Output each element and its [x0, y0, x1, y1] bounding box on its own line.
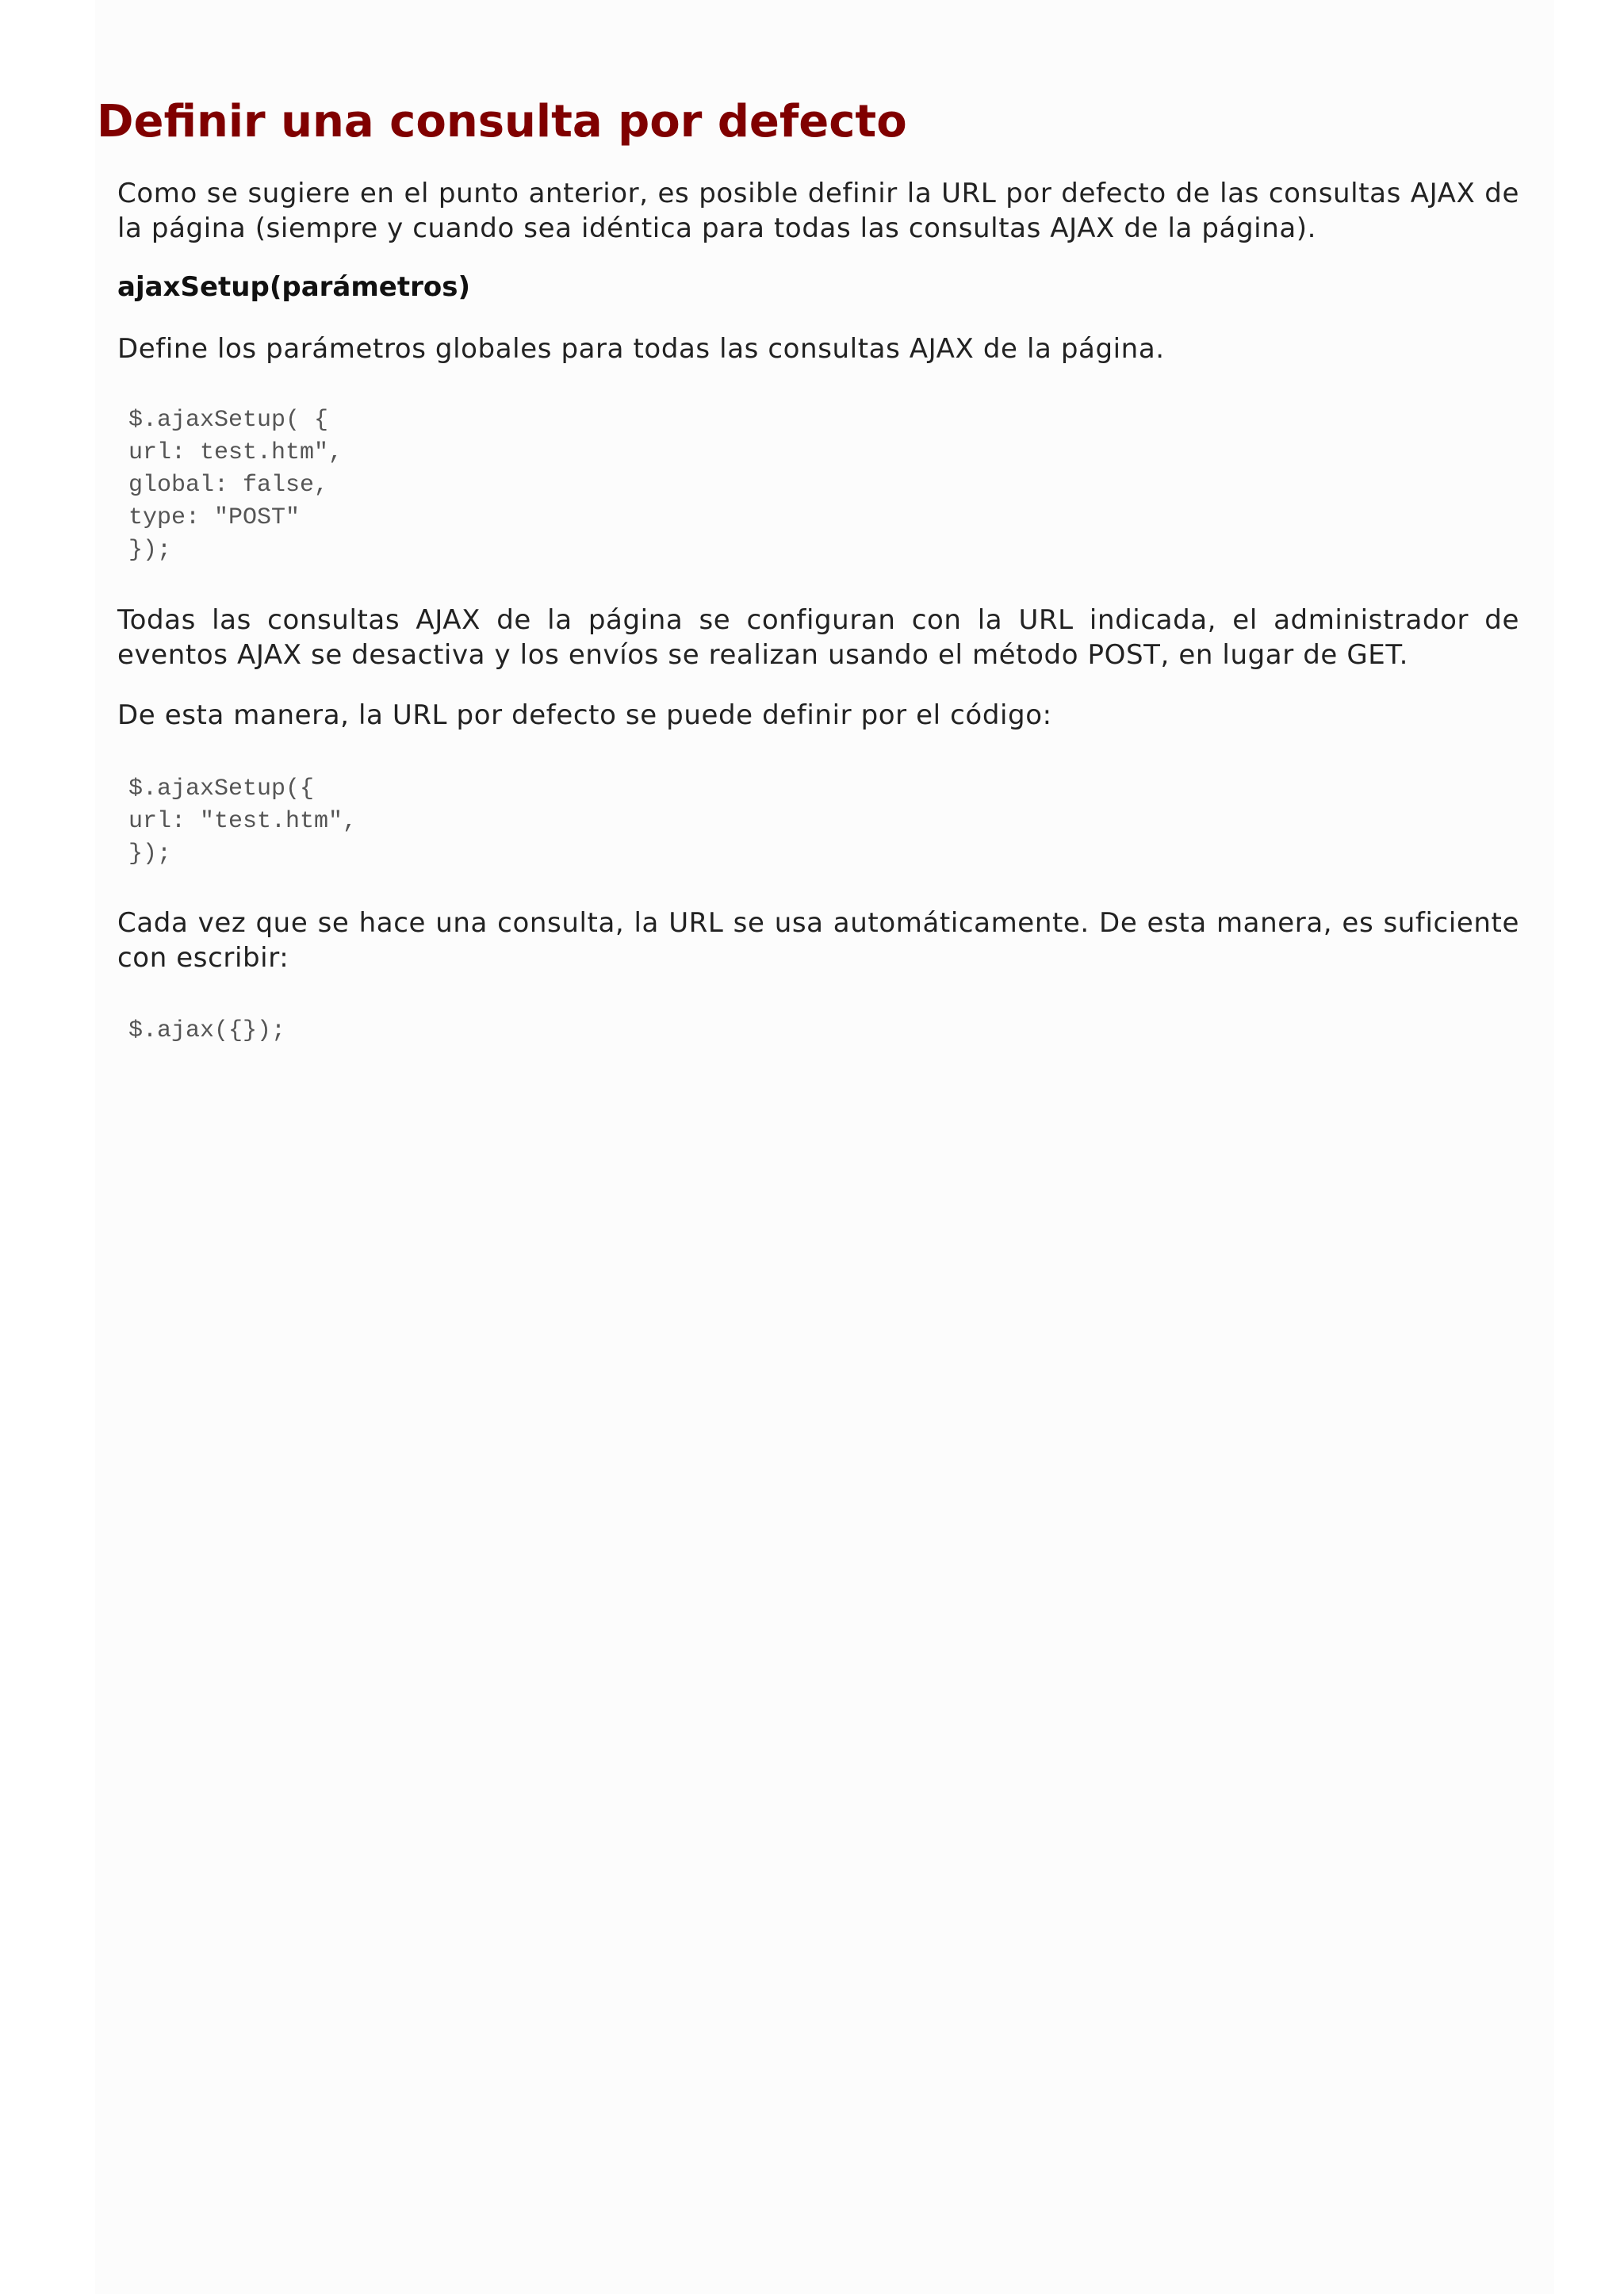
code-ajax-call: $.ajax({}); [128, 1017, 286, 1044]
after-code2-paragraph [117, 906, 1519, 975]
method-description-block [117, 331, 1519, 366]
method-heading: ajaxSetup(parámetros) [117, 271, 470, 303]
intro-paragraph [117, 176, 1519, 246]
before-code2-paragraph [117, 698, 1519, 733]
intro-text: Como se sugiere en el punto anterior, es posible definir la URL por defecto de las consultas AJAX de la página (siempre y cuando sea idéntica para todas las consultas AJAX de la página). [117, 178, 1519, 244]
after-code1-text: Todas las consultas AJAX de la página se configuran con la URL indicada, el administrador de eventos AJAX se desactiva y los envíos se realizan usando el método POST, en lugar de GET. [117, 604, 1519, 671]
before-code2-text: De esta manera, la URL por defecto se puede definir por el código: [117, 699, 1052, 731]
method-description: Define los parámetros globales para todas las consultas AJAX de la página. [117, 333, 1165, 365]
code-block-3 [128, 1015, 1530, 1047]
after-code2-text: Cada vez que se hace una consulta, la URL se usa automáticamente. De esta manera, es suficiente con escribir: [117, 907, 1519, 974]
code-ajaxsetup-full: $.ajaxSetup( { url: test.htm", global: false, type: "POST" }); [128, 407, 343, 564]
method-heading-block [117, 270, 1519, 304]
after-code1-paragraph [117, 603, 1519, 672]
code-block-2 [128, 773, 1530, 871]
page-title: Definir una consulta por defecto [97, 96, 907, 147]
code-block-1 [128, 404, 1530, 567]
code-ajaxsetup-url: $.ajaxSetup({ url: "test.htm", }); [128, 776, 358, 867]
